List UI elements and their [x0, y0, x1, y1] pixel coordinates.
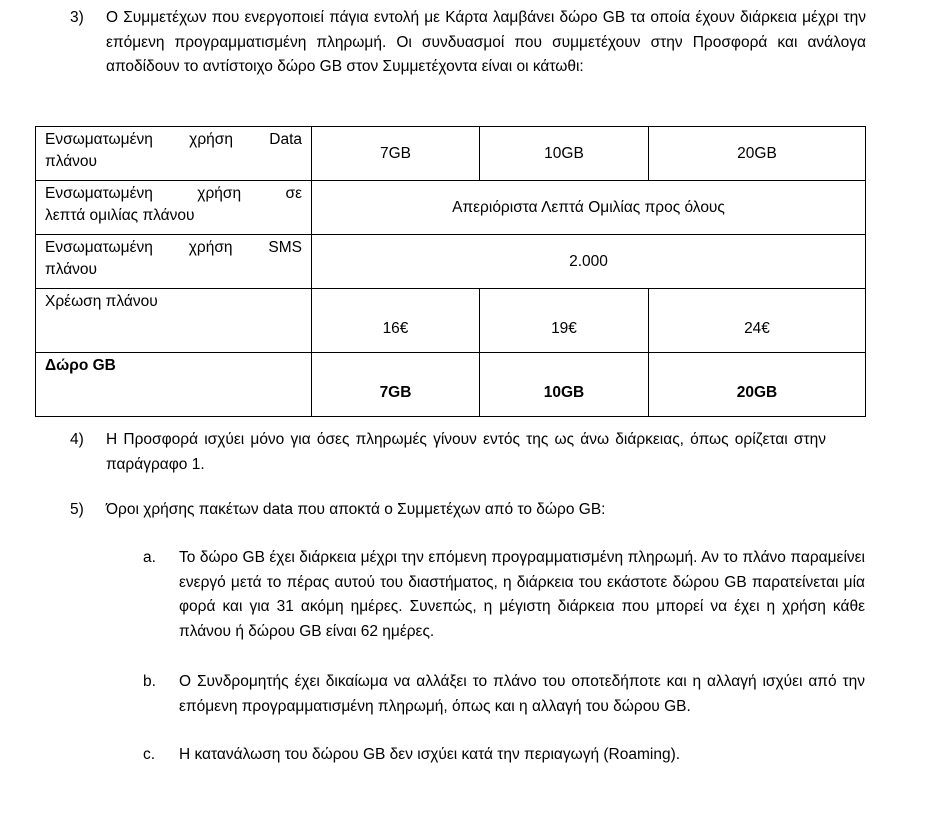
item-4-paragraph [70, 428, 826, 477]
cell-sms-all: 2.000 [312, 235, 866, 289]
table-row-minutes [36, 181, 866, 235]
cell-minutes-all: Απεριόριστα Λεπτά Ομιλίας προς όλους [312, 181, 866, 235]
cell-gift-plan-3: 20GB [649, 353, 866, 417]
row-label-line2: πλάνου [45, 153, 98, 170]
table-row-sms [36, 235, 866, 289]
row-label-data [36, 127, 312, 181]
item-5c-letter: c. [143, 746, 156, 763]
item-5-number: 5) [70, 501, 84, 518]
cell-gift-plan-2: 10GB [480, 353, 649, 417]
cell-data-plan-2: 10GB [480, 127, 649, 181]
cell-charge-plan-2: 19€ [480, 289, 649, 353]
table-row-charge [36, 289, 866, 353]
item-5b-letter: b. [143, 673, 156, 690]
row-label-line2: λεπτά ομιλίας πλάνου [45, 207, 195, 224]
cell-data-plan-1: 7GB [312, 127, 480, 181]
cell-gift-plan-1: 7GB [312, 353, 480, 417]
item-4-text: Η Προσφορά ισχύει μόνο για όσες πληρωμές γίνουν εντός της ως άνω διάρκειας, όπως ορίζεται στην παράγραφο 1. [106, 431, 826, 473]
row-label-minutes [36, 181, 312, 235]
row-label-line1: Ενσωματωμένη χρήση Data [45, 131, 302, 148]
item-4-number: 4) [70, 431, 84, 448]
row-label-charge: Χρέωση πλάνου [36, 289, 312, 353]
cell-charge-plan-1: 16€ [312, 289, 480, 353]
item-5a [143, 546, 865, 644]
item-5b [143, 670, 865, 719]
item-3-text: Ο Συμμετέχων που ενεργοποιεί πάγια εντολή με Κάρτα λαμβάνει δώρο GB τα οποία έχουν διάρκεια μέχρι την επόμενη προγραμματισμένη πληρωμή. Οι συνδυασμοί που συμμετέχουν στην Προσφορά και ανάλογα αποδίδουν το αντίστοιχο δώρο GB στον Συμμετέχοντα είναι οι κάτωθι: [106, 9, 866, 75]
cell-charge-plan-3: 24€ [649, 289, 866, 353]
row-label-sms [36, 235, 312, 289]
item-3-paragraph [70, 6, 866, 80]
item-5-paragraph [70, 498, 826, 523]
row-label-gift: Δώρο GB [36, 353, 312, 417]
item-5c [143, 743, 865, 768]
row-label-line1: Ενσωματωμένη χρήση σε [45, 185, 302, 202]
row-label-line2: πλάνου [45, 261, 98, 278]
item-3-number: 3) [70, 9, 84, 26]
row-label-line1: Ενσωματωμένη χρήση SMS [45, 239, 302, 256]
item-5-text: Όροι χρήσης πακέτων data που αποκτά ο Συμμετέχων από το δώρο GB: [106, 501, 606, 518]
table-row-gift [36, 353, 866, 417]
table-row-data [36, 127, 866, 181]
item-5c-text: Η κατανάλωση του δώρου GB δεν ισχύει κατά την περιαγωγή (Roaming). [179, 746, 681, 763]
cell-data-plan-3: 20GB [649, 127, 866, 181]
item-5a-letter: a. [143, 549, 156, 566]
item-5a-text: Το δώρο GB έχει διάρκεια μέχρι την επόμενη προγραμματισμένη πληρωμή. Αν το πλάνο παραμείνει ενεργό μετά το πέρας αυτού του διαστήματος, η διάρκεια του εκάστοτε δώρου GB παρατείνεται μία φορά και για 31 ακόμη ημέρες. Συνεπώς, η μέγιστη διάρκεια που μπορεί να έχει η χρήση κάθε πλάνου ή δώρου GB είναι 62 ημέρες. [179, 549, 865, 640]
item-5b-text: Ο Συνδρομητής έχει δικαίωμα να αλλάξει το πλάνο του οποτεδήποτε και η αλλαγή ισχύει από την επόμενη προγραμματισμένη πληρωμή, όπως και η αλλαγή του δώρου GB. [179, 673, 865, 715]
offer-combinations-table [35, 126, 866, 417]
